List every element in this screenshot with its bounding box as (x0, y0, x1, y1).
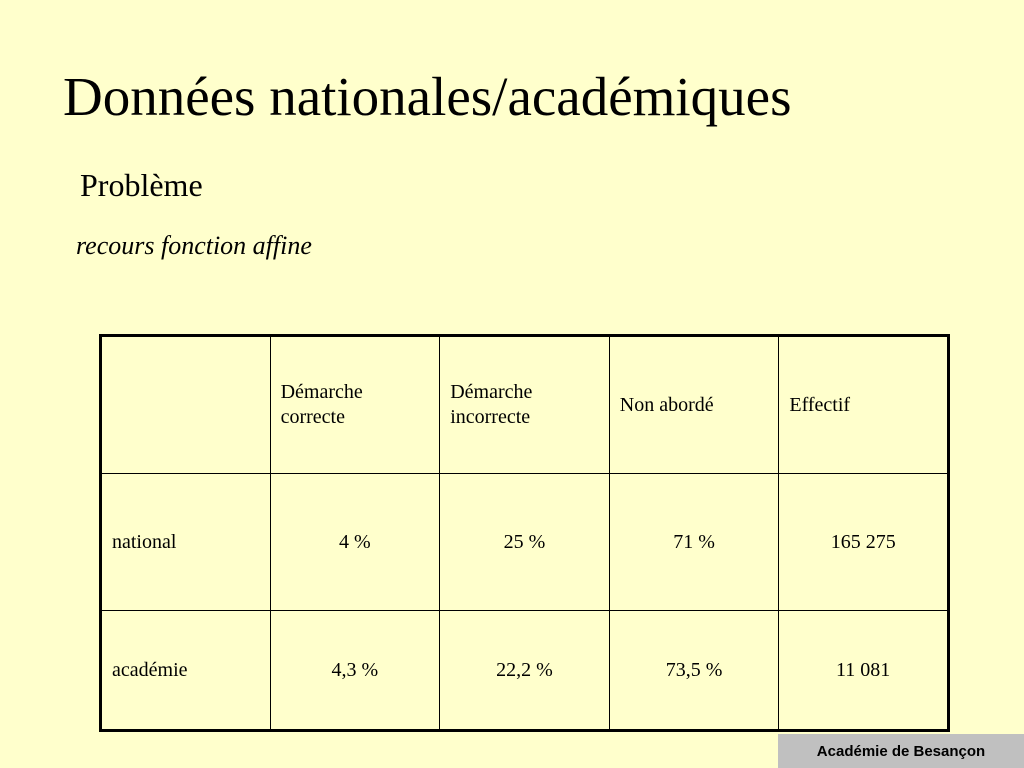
cell-correct: 4,3 % (270, 611, 440, 731)
header-incorrect: Démarche incorrecte (440, 336, 610, 474)
footer-badge: Académie de Besançon (778, 734, 1024, 768)
table-corner-cell (101, 336, 271, 474)
slide-subtitle: Problème (80, 167, 203, 203)
table-header-row (101, 336, 949, 474)
header-correct: Démarche correcte (270, 336, 440, 474)
cell-incorrect: 25 % (440, 474, 610, 611)
cell-count: 165 275 (779, 474, 949, 611)
slide-title: Données nationales/académiques (63, 66, 792, 127)
cell-correct: 4 % (270, 474, 440, 611)
cell-not-attempted: 73,5 % (609, 611, 779, 731)
slide-subsubtitle: recours fonction affine (76, 231, 312, 260)
cell-incorrect: 22,2 % (440, 611, 610, 731)
cell-count: 11 081 (779, 611, 949, 731)
header-count: Effectif (779, 336, 949, 474)
cell-not-attempted: 71 % (609, 474, 779, 611)
row-label: académie (101, 611, 271, 731)
table-row (101, 474, 949, 611)
header-not-attempted: Non abordé (609, 336, 779, 474)
row-label: national (101, 474, 271, 611)
results-table (99, 334, 950, 732)
table-row (101, 611, 949, 731)
